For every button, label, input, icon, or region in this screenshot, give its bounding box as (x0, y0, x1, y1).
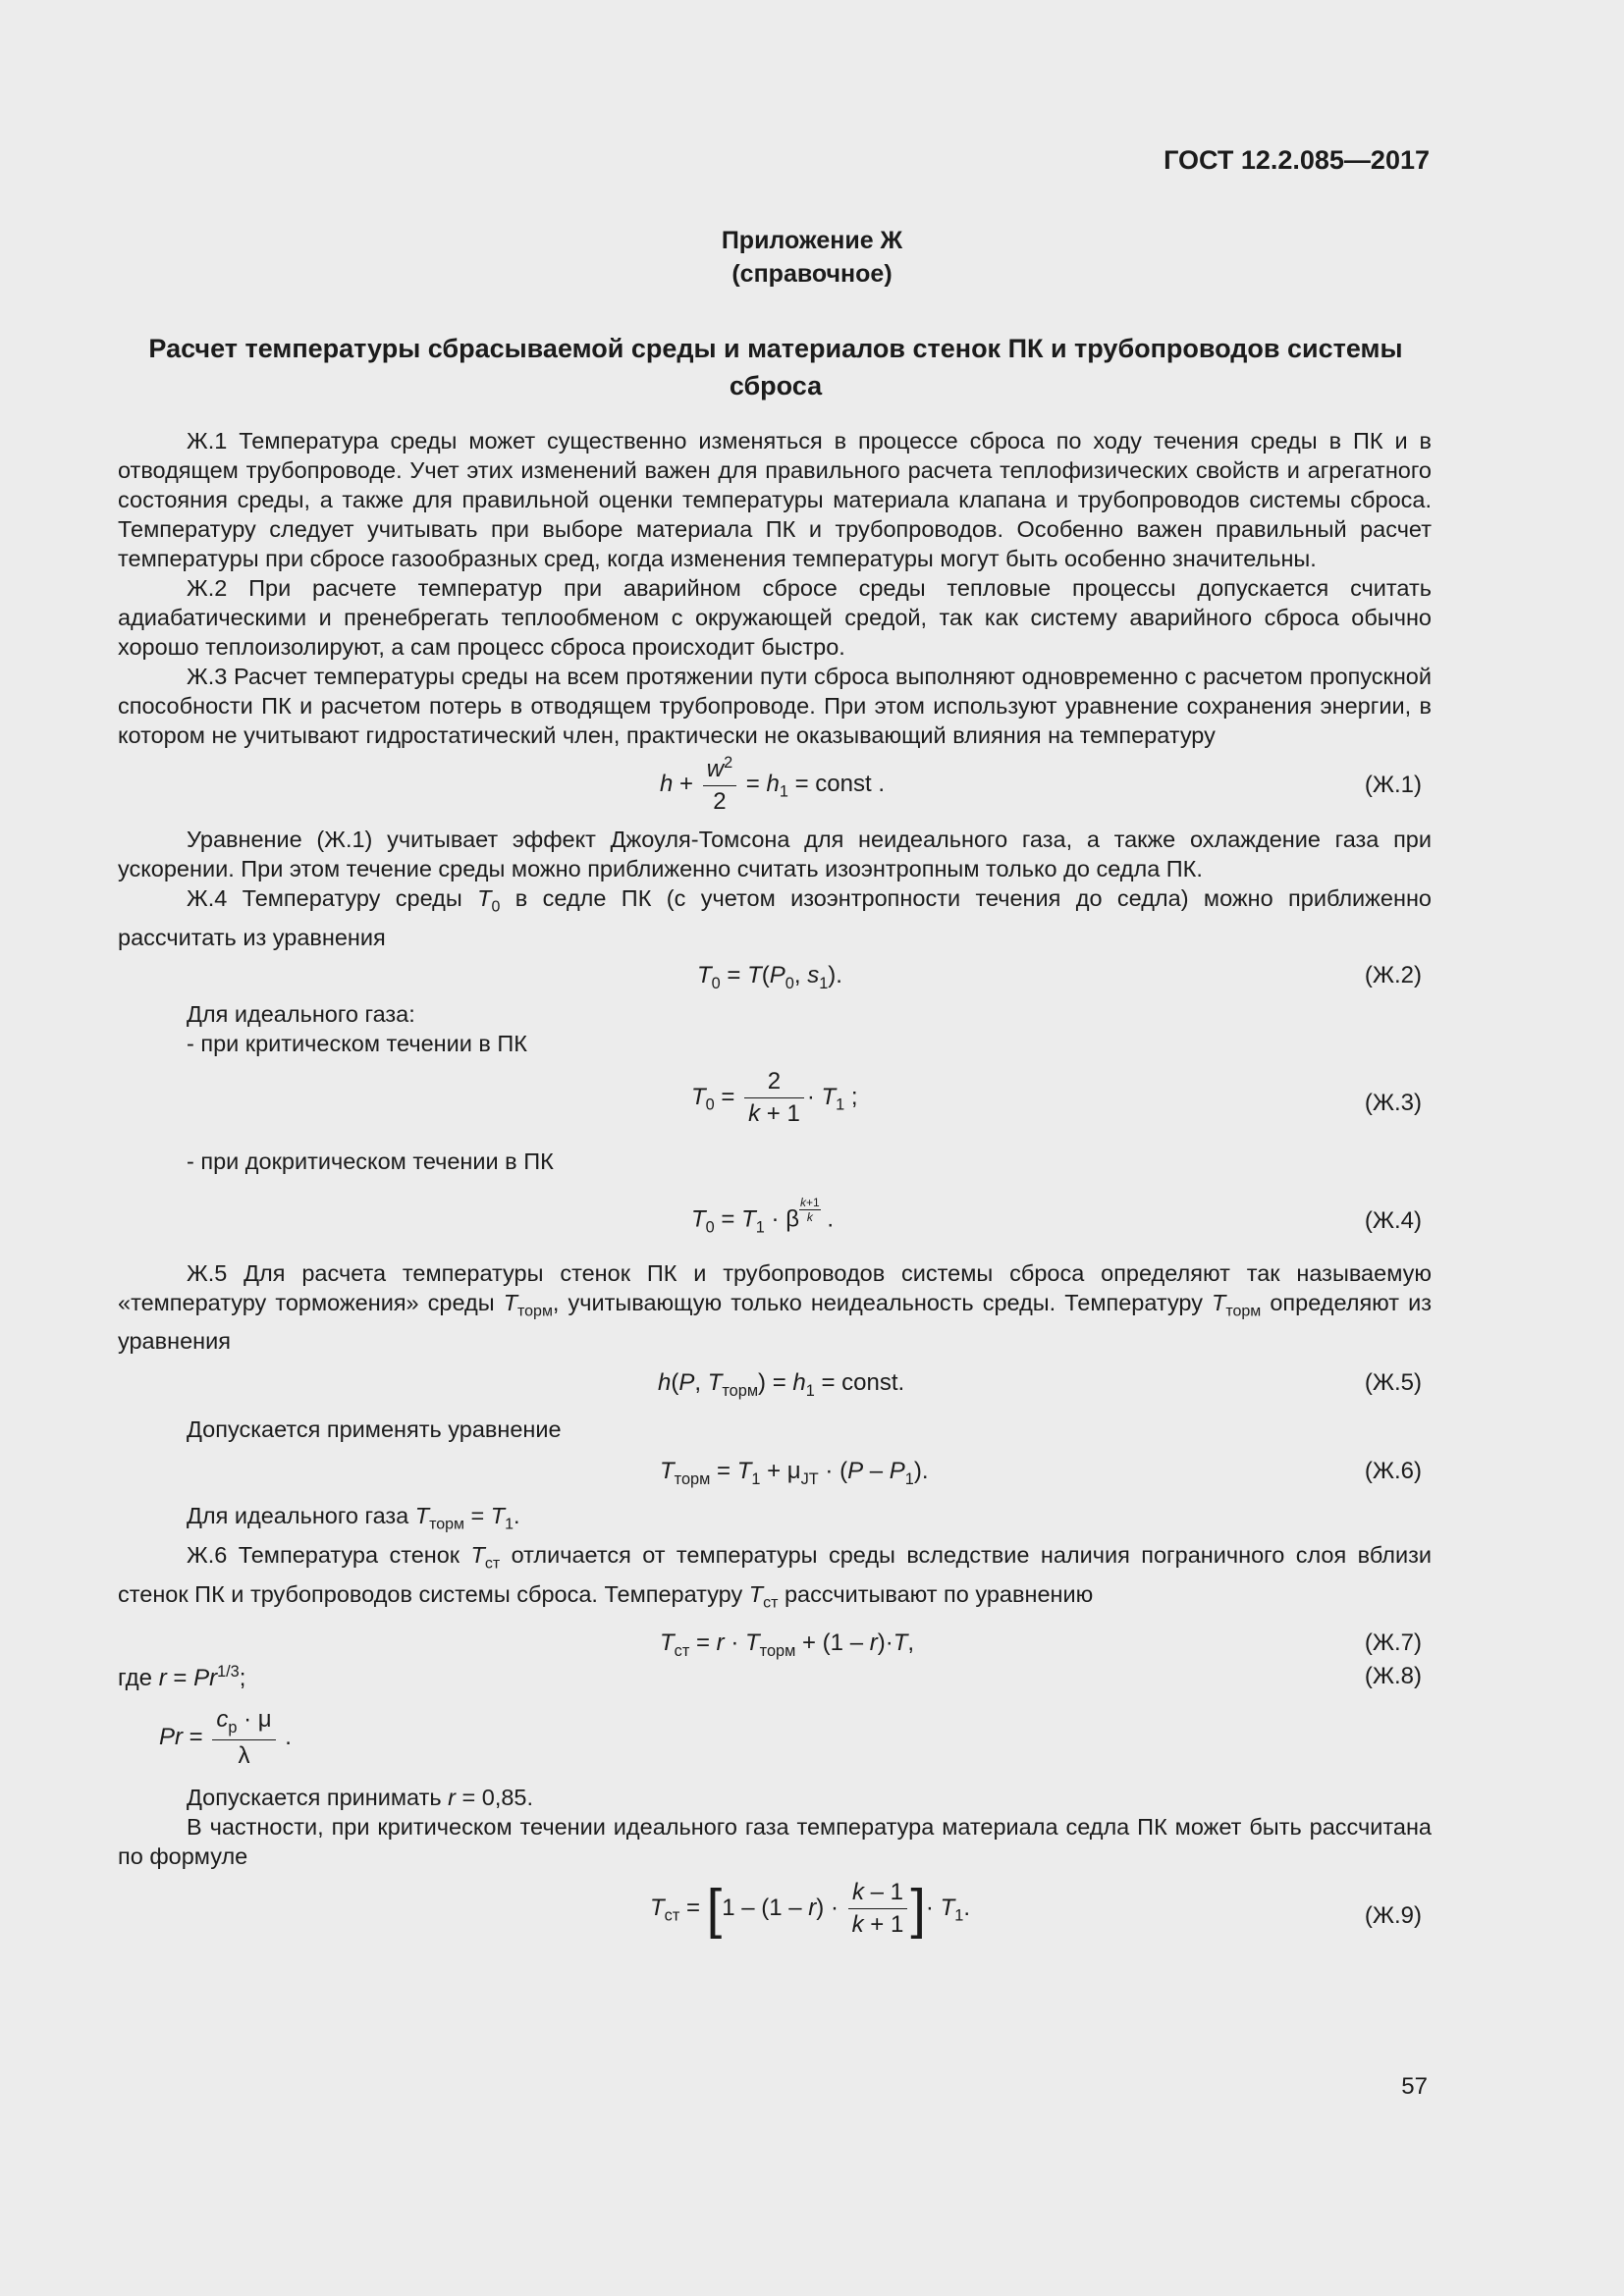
equation-number: (Ж.9) (1364, 1902, 1422, 1930)
equation-prandtl (118, 1696, 1432, 1783)
equation-number: (Ж.6) (1364, 1458, 1422, 1485)
document-body (118, 426, 1432, 1969)
paragraph-zh1: Ж.1 Температура среды может существенно изменяться в процессе сброса по ходу течения среды в ПК и в отводящем трубопроводе. Учет этих изменений важен для правильного расчета теплофизических свойств и агрегатного состояния среды, а также для правильной оценки температуры материала клапана и трубопроводов системы сброса. Температуру следует учитывать при выборе материала ПК и трубопроводов. Особенно важен правильный расчет температуры при сбросе газообразных сред, когда изменения температуры могут быть особенно значительны. (118, 428, 1432, 571)
paragraph-joule-thomson: Уравнение (Ж.1) учитывает эффект Джоуля-Томсона для неидеального газа, а также охлаждение газа при ускорении. При этом течение среды можно приближенно считать изоэнтропным только до седла ПК. (118, 827, 1432, 881)
formula-zh5: h(P, $T_{торм}) = h_1$ = const. (658, 1369, 905, 1401)
paragraph-allowed-equation: Допускается применять уравнение (187, 1416, 562, 1443)
equation-zh7 (118, 1618, 1432, 1663)
paragraph-zh6: Ж.6 Температура стенок $T_{ст}$ отличается от температуры среды вследствие наличия пограничного слоя вблизи стенок ПК и трубопроводов системы сброса. Температуру $T_{ст}$ рассчитывают по уравнению (118, 1542, 1432, 1612)
page-title: Расчет температуры сбрасываемой среды и материалов стенок ПК и трубопроводов системы сброса (148, 334, 1403, 400)
paragraph-zh3: Ж.3 Расчет температуры среды на всем протяжении пути сброса выполняют одновременно с расчетом пропускной способности ПК и расчетом потерь в отводящем трубопроводе. При этом используют уравнение сохранения энергии, в котором не учитывают гидростатический член, практически не оказывающий влияния на температуру (118, 664, 1432, 748)
paragraph-subcritical-flow: - при докритическом течении в ПК (187, 1148, 554, 1174)
equation-zh1 (118, 750, 1432, 825)
paragraph-zh2: Ж.2 При расчете температур при аварийном сбросе среды тепловые процессы допускается считать адиабатическими и пренебрегать теплообменом с окружающей средой, так как систему аварийного сброса обычно хорошо теплоизолируют, а сам процесс сброса происходит быстро. (118, 575, 1432, 660)
equation-zh2 (118, 952, 1432, 999)
equation-zh5 (118, 1356, 1432, 1415)
paragraph-ideal-gas: Для идеального газа: (187, 1000, 415, 1027)
formula-zh2: $T_0 = T(P_0$, $s_1$). (697, 961, 842, 992)
appendix-label: Приложение Ж (721, 227, 903, 254)
formula-zh6: $T_{торм} = T_1 + \mu_{JT} \cdot (P - P_1)$. (660, 1458, 929, 1489)
page-number: 57 (1401, 2073, 1428, 2100)
equation-number: (Ж.5) (1364, 1369, 1422, 1397)
equation-number: (Ж.8) (1364, 1663, 1422, 1690)
equation-zh4 (118, 1176, 1432, 1258)
equation-number: (Ж.2) (1364, 961, 1422, 988)
equation-zh8 (118, 1663, 1432, 1696)
paragraph-zh4: Ж.4 Температуру среды $T_0$ в седле ПК (с учетом изоэнтропности течения до седла) можно приближенно рассчитать из уравнения (118, 885, 1433, 950)
paragraph-seat-temperature: В частности, при критическом течении идеального газа температура материала седла ПК может быть рассчитана по формуле (118, 1814, 1432, 1870)
formula-zh3: $T_0$ = $\frac{2}{k + 1}$ · $T_1$ ; (691, 1067, 858, 1127)
formula-zh8: где $r = Pr^{1/3}$; (118, 1663, 246, 1692)
formula-zh1: h + $\frac{w^2}{2}$ = $h_1$ = const . (660, 754, 885, 815)
equation-zh3 (118, 1058, 1432, 1147)
equation-number: (Ж.1) (1364, 772, 1422, 798)
paragraph-r-value: Допускается принимать r = 0,85. (187, 1785, 534, 1811)
equation-zh6 (118, 1444, 1432, 1501)
formula-zh9: $T_{ст} = [1 - (1 - r)$ · $\frac{k - 1}{k + 1}$ ]· $T_1$. (650, 1877, 970, 1940)
equation-zh9 (118, 1871, 1432, 1969)
paragraph-zh5: Ж.5 Для расчета температуры стенок ПК и трубопроводов системы сброса определяют так называемую «температуру торможения» среды $T_{торм}$, учитывающую только неидеальность среды. Температуру $T_{торм}$ определяют из уравнения (118, 1259, 1432, 1355)
equation-number: (Ж.3) (1364, 1089, 1422, 1116)
equation-number: (Ж.4) (1364, 1206, 1422, 1234)
appendix-heading (0, 224, 1624, 291)
formula-prandtl: Pr = $\frac{c_p \cdot \mu}{\lambda}$ . (159, 1706, 292, 1770)
paragraph-critical-flow: - при критическом течении в ПК (187, 1030, 527, 1056)
equation-number: (Ж.7) (1364, 1629, 1422, 1657)
formula-zh7: $T_{ст} = r \cdot T_{торм} + (1 - r)\cdot T$, (660, 1629, 915, 1661)
standard-number: ГОСТ 12.2.085—2017 (1164, 145, 1430, 175)
appendix-type: (справочное) (731, 260, 893, 288)
paragraph-ideal-gas-tt: Для идеального газа $T_{торм} = T_1$. (187, 1503, 520, 1534)
formula-zh4: $T_0 = T_1 \cdot \beta$ $^{\frac{k+1}{k}}$ . (691, 1195, 835, 1237)
